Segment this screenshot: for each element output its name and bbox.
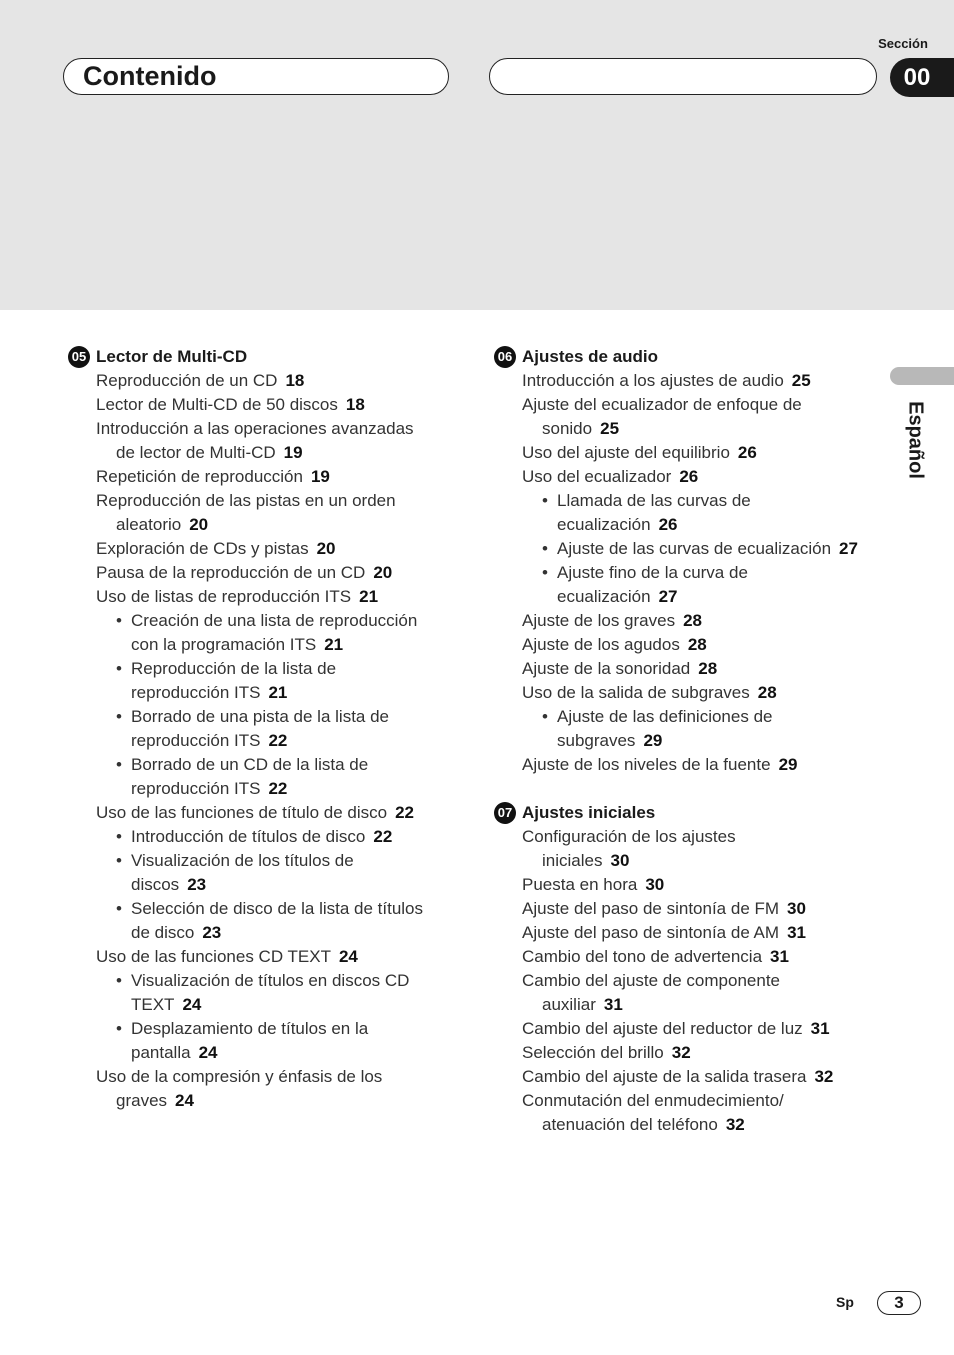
toc-entry [66,465,446,489]
toc-entry-text: Ajuste del paso de sintonía de FM [522,899,780,918]
toc-subentry [492,561,882,609]
toc-subentry [492,705,882,753]
section-gap [492,777,882,801]
toc-page-number: 31 [603,995,623,1014]
toc-entry-text: Ajuste de los niveles de la fuente [522,755,771,774]
toc-subentry [66,753,446,801]
toc-entry-text: reproducción ITS [131,731,261,750]
toc-entry-text: Cambio del ajuste del reductor de luz [522,1019,803,1038]
toc-entry-text: reproducción ITS [131,779,261,798]
toc-entry-text: Visualización de títulos en discos CD [131,971,410,990]
toc-page-number: 24 [198,1043,218,1062]
toc-entry-list [66,369,446,1113]
toc-page-number: 21 [268,683,288,702]
toc-entry-text: Conmutación del enmudecimiento/ [522,1091,784,1110]
toc-entry-text: Ajuste fino de la curva de [557,563,748,582]
toc-entry-text: Llamada de las curvas de [557,491,751,510]
bullet-icon: • [116,971,122,990]
toc-entry-text: TEXT [131,995,175,1014]
toc-entry-text: Uso de la compresión y énfasis de los [96,1067,383,1086]
toc-section-heading [492,345,882,369]
section-title: Ajustes iniciales [522,803,656,822]
toc-entry [66,945,446,969]
title-frame-empty [489,58,877,95]
toc-entry-text: Borrado de una pista de la lista de [131,707,390,726]
toc-page-number: 29 [778,755,798,774]
toc-entry-text: Desplazamiento de títulos en la [131,1019,369,1038]
toc-entry-text: Selección del brillo [522,1043,664,1062]
toc-entry-text: Ajuste de la sonoridad [522,659,691,678]
toc-page-number: 25 [600,419,620,438]
toc-entry-text: Ajuste de los agudos [522,635,680,654]
toc-entry-text: de lector de Multi-CD [116,443,276,462]
toc-page-number: 22 [268,731,288,750]
toc-entry-text: Exploración de CDs y pistas [96,539,309,558]
toc-page-number: 28 [683,611,703,630]
toc-page-number: 27 [839,539,858,558]
toc-page-number: 22 [395,803,414,822]
toc-page-number: 18 [285,371,305,390]
toc-entry-text: iniciales [542,851,603,870]
language-label: Español [904,401,927,479]
toc-entry [492,681,882,705]
toc-entry-text: Uso de las funciones CD TEXT [96,947,331,966]
toc-page-number: 30 [787,899,806,918]
bullet-icon: • [116,899,122,918]
toc-entry-text: auxiliar [542,995,596,1014]
toc-subentry [492,537,882,561]
toc-entry-text: Uso del ecualizador [522,467,672,486]
toc-entry [492,969,882,1017]
toc-entry-list [492,825,882,1137]
toc-entry [66,393,446,417]
toc-page-number: 21 [359,587,379,606]
toc-subentry [66,969,446,1017]
toc-entry-text: Lector de Multi-CD de 50 discos [96,395,338,414]
toc-entry-text: Ajuste del paso de sintonía de AM [522,923,780,942]
toc-page-number: 31 [787,923,806,942]
toc-entry-text: Introducción de títulos de disco [131,827,366,846]
section-label: Sección [878,36,928,51]
toc-entry-text: Introducción a los ajustes de audio [522,371,784,390]
bullet-icon: • [542,539,548,558]
toc-entry [66,585,446,609]
bullet-icon: • [116,707,122,726]
toc-page-number: 25 [791,371,811,390]
toc-section-heading [66,345,446,369]
toc-page-number: 31 [810,1019,830,1038]
toc-page-number: 30 [610,851,630,870]
section-title: Lector de Multi-CD [96,347,248,366]
toc-page-number: 27 [658,587,678,606]
toc-entry-text: Uso de listas de reproducción ITS [96,587,352,606]
toc-left-column [66,345,446,1113]
toc-entry-text: Reproducción de un CD [96,371,278,390]
toc-subentry [66,609,446,657]
toc-entry-text: Introducción a las operaciones avanzadas [96,419,414,438]
toc-entry [492,873,882,897]
bullet-icon: • [116,827,122,846]
toc-right-column [492,345,882,1137]
toc-entry [66,489,446,537]
toc-subentry [66,825,446,849]
toc-page-number: 28 [757,683,777,702]
toc-entry-text: Ajuste de las curvas de ecualización [557,539,832,558]
toc-entry-text: reproducción ITS [131,683,261,702]
toc-entry [492,1017,882,1041]
toc-section-heading [492,801,882,825]
toc-entry-text: discos [131,875,180,894]
toc-entry-text: pantalla [131,1043,191,1062]
toc-page-number: 18 [345,395,365,414]
toc-page-number: 22 [268,779,288,798]
toc-entry [66,369,446,393]
toc-page-number: 24 [175,1091,194,1110]
toc-entry-text: con la programación ITS [131,635,317,654]
bullet-icon: • [116,851,122,870]
toc-page-number: 26 [658,515,678,534]
toc-subentry [66,657,446,705]
toc-page-number: 24 [182,995,202,1014]
toc-page-number: 21 [324,635,344,654]
toc-entry [492,369,882,393]
toc-entry-text: Configuración de los ajustes [522,827,736,846]
toc-page-number: 23 [187,875,207,894]
toc-page-number: 23 [202,923,222,942]
toc-entry-text: Reproducción de las pistas en un orden [96,491,396,510]
toc-entry [66,561,446,585]
toc-entry-text: Cambio del ajuste de componente [522,971,780,990]
toc-entry [66,801,446,825]
section-title: Ajustes de audio [522,347,659,366]
toc-entry [492,1041,882,1065]
toc-subentry [66,1017,446,1065]
toc-subentry [66,849,446,897]
toc-entry-text: Cambio del ajuste de la salida trasera [522,1067,807,1086]
bullet-icon: • [542,491,548,510]
toc-page-number: 30 [645,875,665,894]
toc-page-number: 28 [698,659,718,678]
header-band [0,0,954,310]
toc-page-number: 28 [687,635,707,654]
bullet-icon: • [542,563,548,582]
section-number: 00 [903,64,931,91]
toc-entry-text: Uso de la salida de subgraves [522,683,750,702]
toc-page-number: 19 [283,443,303,462]
toc-entry-text: Creación de una lista de reproducción [131,611,418,630]
toc-entry-list [492,369,882,777]
section-badge: 07 [494,802,516,824]
toc-entry-text: Visualización de los títulos de [131,851,354,870]
toc-entry-text: ecualización [557,587,651,606]
toc-page-number: 32 [671,1043,691,1062]
bullet-icon: • [542,707,548,726]
toc-entry-text: Borrado de un CD de la lista de [131,755,369,774]
toc-page-number: 29 [643,731,663,750]
toc-entry [492,609,882,633]
toc-entry-text: de disco [131,923,195,942]
toc-entry [492,897,882,921]
toc-entry [492,921,882,945]
toc-subentry [66,705,446,753]
toc-entry [492,465,882,489]
toc-entry [66,537,446,561]
toc-page-number: 24 [338,947,358,966]
toc-entry-text: subgraves [557,731,636,750]
toc-page-number: 32 [814,1067,834,1086]
footer-language-code: Sp [836,1294,854,1310]
toc-page-number: 22 [373,827,393,846]
toc-subentry [66,897,446,945]
bullet-icon: • [116,611,122,630]
toc-entry [492,657,882,681]
toc-entry [492,1065,882,1089]
bullet-icon: • [116,755,122,774]
toc-page-number: 19 [310,467,330,486]
toc-entry-text: Ajuste de los graves [522,611,676,630]
toc-entry [492,633,882,657]
section-badge: 06 [494,346,516,368]
toc-entry-text: graves [116,1091,168,1110]
bullet-icon: • [116,659,122,678]
bullet-icon: • [116,1019,122,1038]
toc-entry [492,441,882,465]
toc-page-number: 20 [189,515,209,534]
toc-page-number: 26 [679,467,699,486]
toc-entry-text: Uso de las funciones de título de disco [96,803,388,822]
toc-entry [492,393,882,441]
toc-entry [66,1065,446,1113]
toc-entry-text: Puesta en hora [522,875,638,894]
page-number: 3 [877,1291,921,1315]
toc-entry-text: Uso del ajuste del equilibrio [522,443,730,462]
toc-entry-text: Pausa de la reproducción de un CD [96,563,366,582]
toc-page-number: 20 [316,539,336,558]
toc-entry-text: Repetición de reproducción [96,467,303,486]
language-tab-marker [890,367,954,385]
toc-subentry [492,489,882,537]
toc-entry [492,945,882,969]
toc-entry-text: Ajuste del ecualizador de enfoque de [522,395,802,414]
toc-page-number: 32 [725,1115,745,1134]
toc-page-number: 26 [737,443,757,462]
toc-entry-text: ecualización [557,515,651,534]
toc-entry [492,753,882,777]
page-title: Contenido [83,61,217,91]
toc-entry-text: aleatorio [116,515,182,534]
toc-entry-text: Cambio del tono de advertencia [522,947,763,966]
section-badge: 05 [68,346,90,368]
toc-entry-text: Ajuste de las definiciones de [557,707,773,726]
toc-entry [66,417,446,465]
toc-entry-text: sonido [542,419,593,438]
toc-entry [492,825,882,873]
toc-page-number: 20 [373,563,393,582]
toc-page-number: 31 [770,947,789,966]
toc-entry [492,1089,882,1137]
toc-entry-text: Reproducción de la lista de [131,659,337,678]
toc-entry-text: Selección de disco de la lista de títulos [131,899,424,918]
toc-entry-text: atenuación del teléfono [542,1115,718,1134]
